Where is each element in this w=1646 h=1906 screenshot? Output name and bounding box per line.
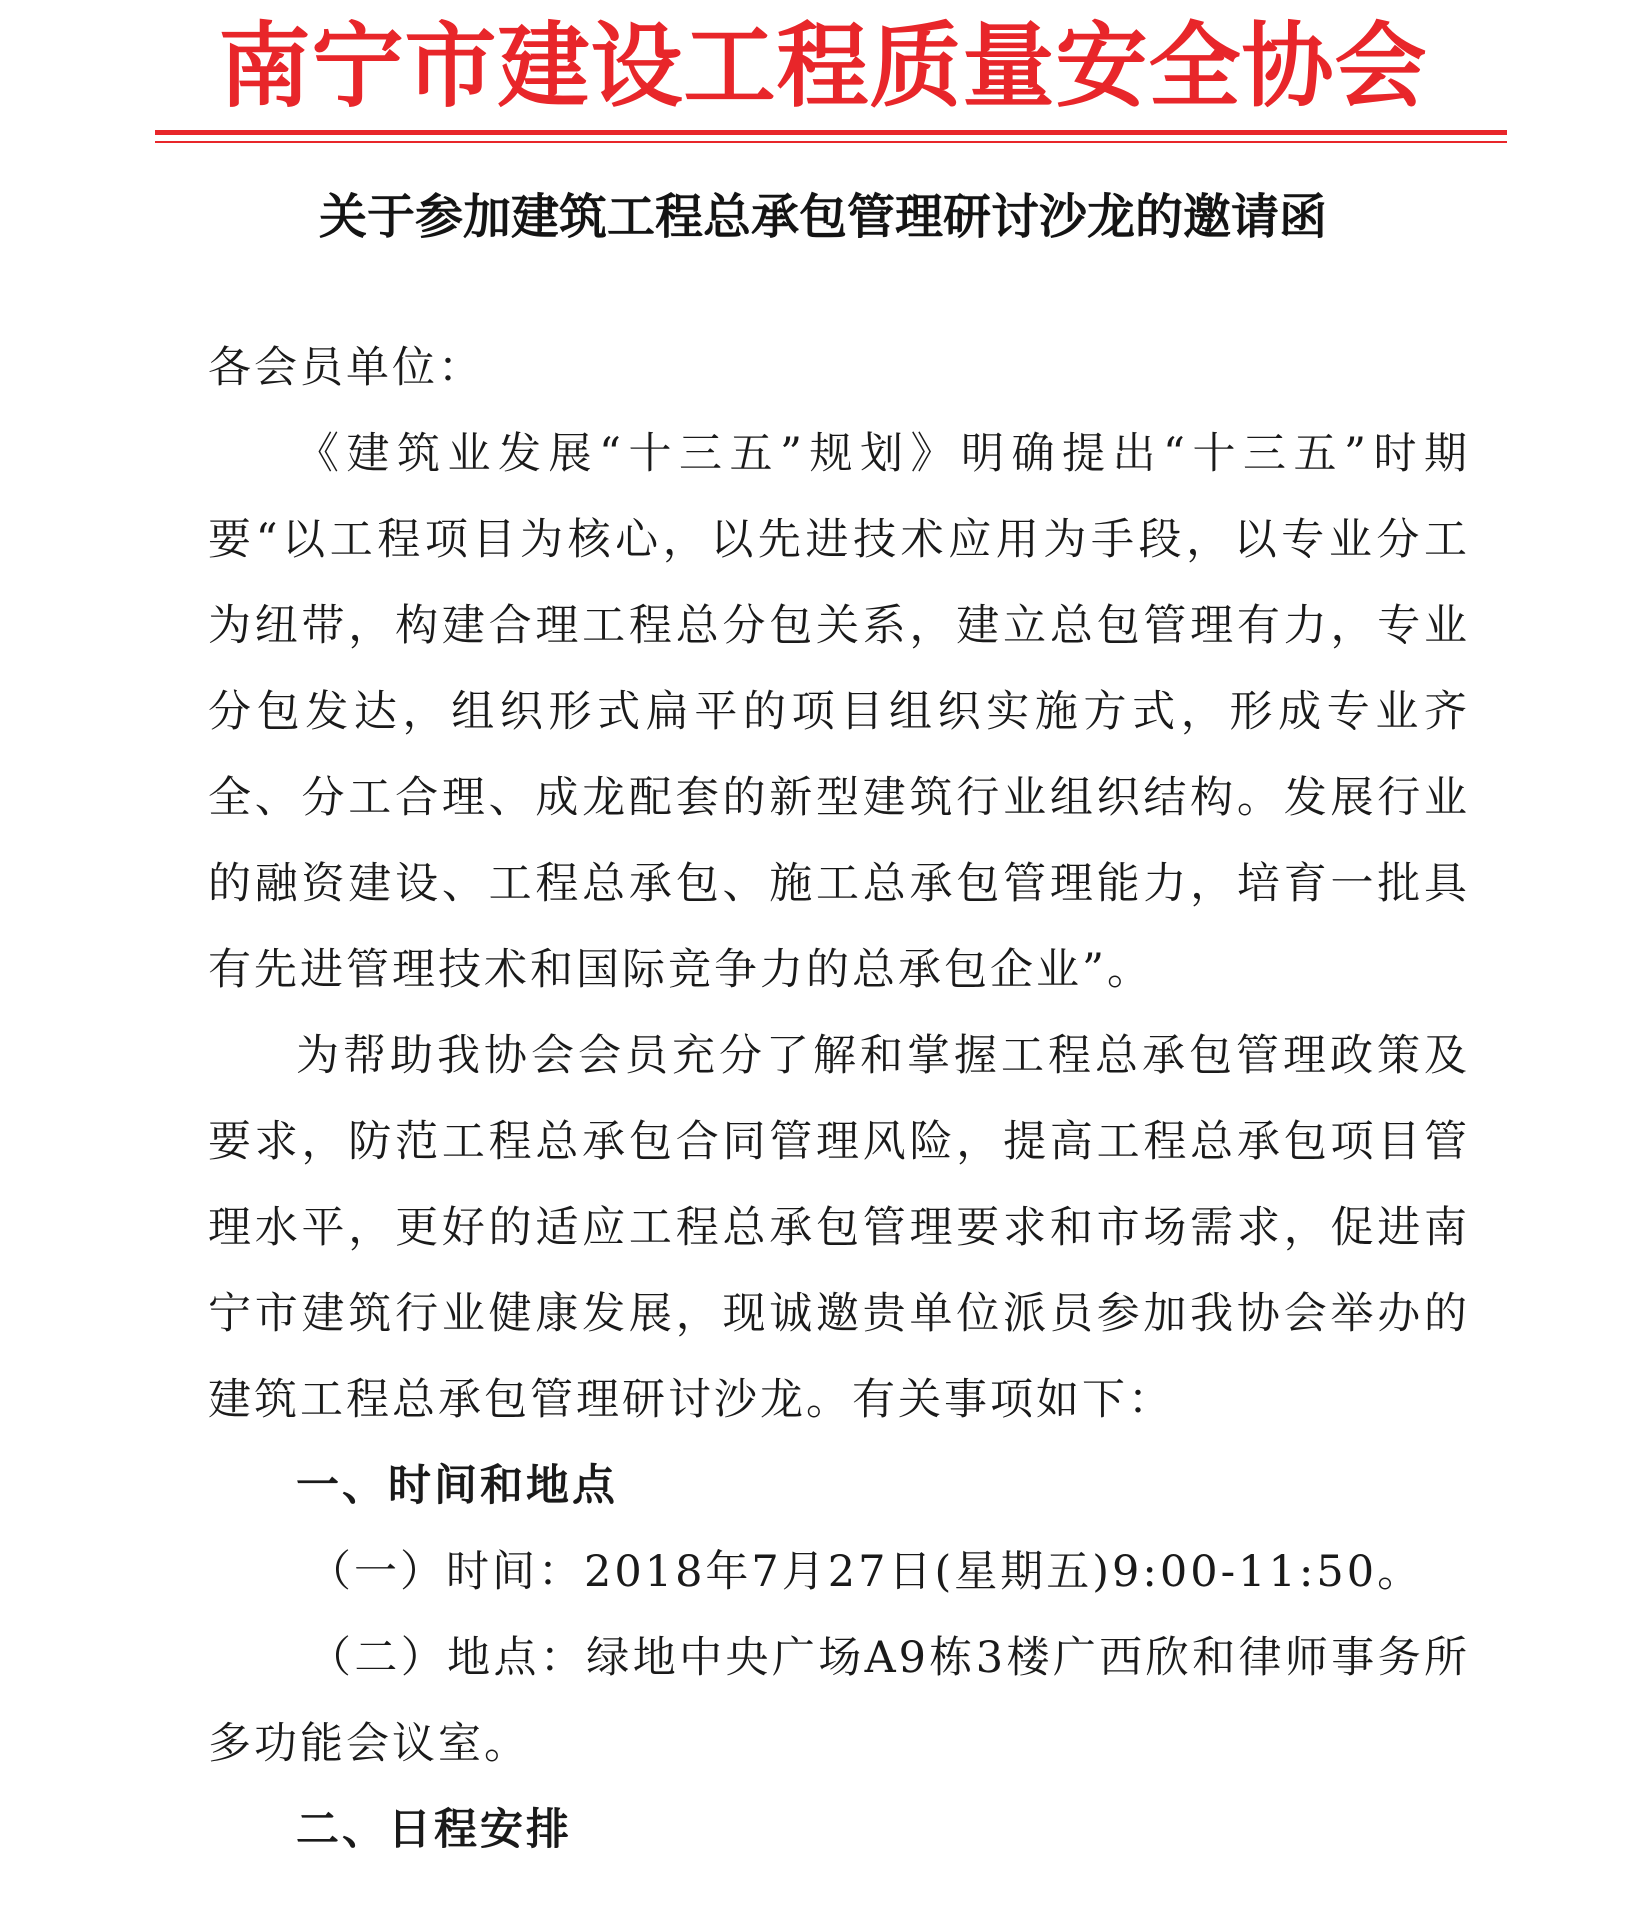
paragraph-plan-quote: 《建筑业发展“十三五”规划》明确提出“十三五”时期要“以工程项目为核心，以先进技术应用为手段，以专业分工为纽带，构建合理工程总分包关系，建立总包管理有力，专业分包发达，组织形式扁平的项目组织实施方式，形成专业齐全、分工合理、成龙配套的新型建筑行业组织结构。发展行业的融资建设、工程总承包、施工总承包管理能力，培育一批具有先进管理技术和国际竞争力的总承包企业”。 bbox=[208, 429, 1470, 995]
section-heading-schedule: 二、日程安排 bbox=[296, 1805, 572, 1855]
document-body bbox=[208, 325, 1470, 1873]
letterhead-title: 南宁市建设工程质量安全协会 bbox=[218, 13, 1428, 120]
item-location: （二）地点：绿地中央广场A9栋3楼广西欣和律师事务所多功能会议室。 bbox=[208, 1633, 1470, 1769]
document-title: 关于参加建筑工程总承包管理研讨沙龙的邀请函 bbox=[318, 189, 1327, 245]
section-heading-time-location: 一、时间和地点 bbox=[296, 1461, 618, 1511]
letterhead-rule-thin bbox=[155, 141, 1507, 143]
letterhead-rule-thick bbox=[155, 130, 1507, 135]
salutation: 各会员单位： bbox=[208, 343, 484, 393]
paragraph-invitation: 为帮助我协会会员充分了解和掌握工程总承包管理政策及要求，防范工程总承包合同管理风险，提高工程总承包项目管理水平，更好的适应工程总承包管理要求和市场需求，促进南宁市建筑行业健康发展，现诚邀贵单位派员参加我协会举办的建筑工程总承包管理研讨沙龙。有关事项如下： bbox=[208, 1031, 1470, 1425]
item-time: （一）时间：2018年7月27日(星期五)9:00-11:50。 bbox=[308, 1547, 1424, 1597]
